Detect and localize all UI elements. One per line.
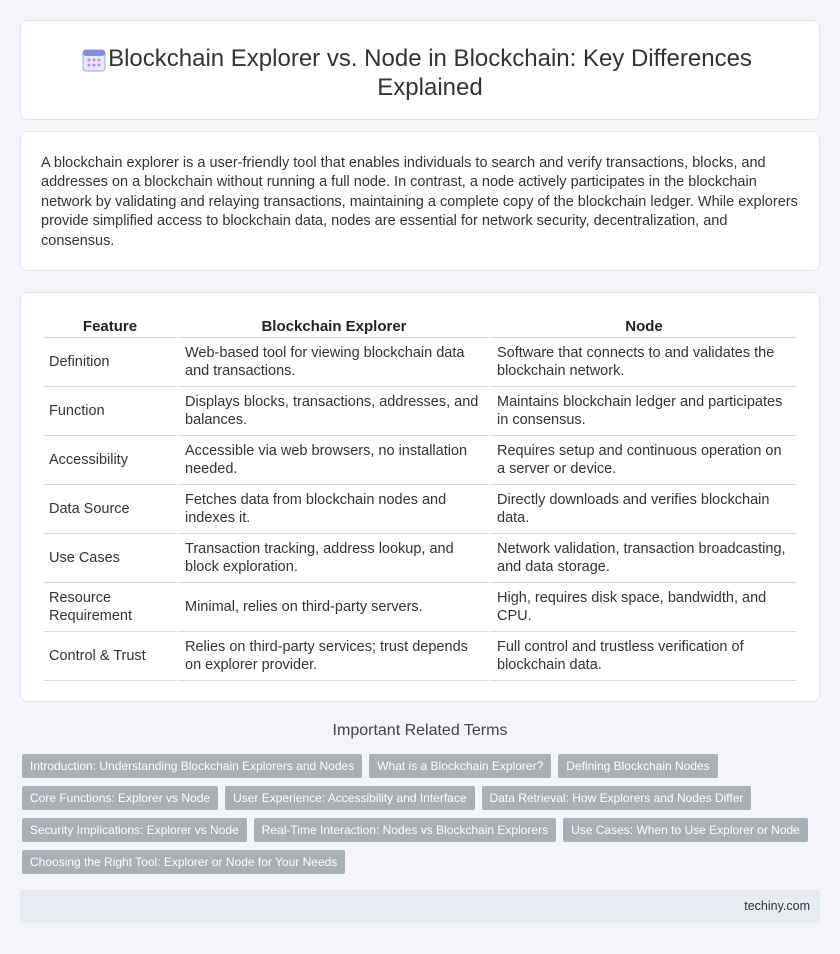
comparison-table <box>41 315 799 681</box>
related-term-tag[interactable]: Data Retrieval: How Explorers and Nodes Differ <box>482 786 752 810</box>
column-header-explorer: Blockchain Explorer <box>179 315 489 338</box>
related-terms-list <box>22 754 812 874</box>
node-cell: Full control and trustless verification of blockchain data. <box>491 632 797 681</box>
feature-cell: Resource Requirement <box>43 583 177 632</box>
site-name[interactable]: techiny.com <box>744 899 810 913</box>
related-term-tag[interactable]: Defining Blockchain Nodes <box>558 754 717 778</box>
table-header-row <box>43 315 797 338</box>
node-cell: Requires setup and continuous operation on a server or device. <box>491 436 797 485</box>
table-row <box>43 583 797 632</box>
feature-cell: Data Source <box>43 485 177 534</box>
page-title: Blockchain Explorer vs. Node in Blockchain: Key Differences Explained <box>108 45 752 101</box>
explorer-cell: Minimal, relies on third-party servers. <box>179 583 489 632</box>
comparison-card <box>20 292 820 702</box>
table-row <box>43 632 797 681</box>
explorer-cell: Accessible via web browsers, no installation needed. <box>179 436 489 485</box>
intro-paragraph: A blockchain explorer is a user-friendly tool that enables individuals to search and verify transactions, blocks, and addresses on a blockchain without running a full node. In contrast, a node actively participates in the blockchain network by validating and relaying transactions, maintaining a complete copy of the blockchain ledger. While explorers provide simplified access to blockchain data, nodes are essential for network security, decentralization, and consensus. <box>41 155 798 249</box>
feature-cell: Control & Trust <box>43 632 177 681</box>
footer-bar <box>20 890 820 923</box>
node-cell: Maintains blockchain ledger and participates in consensus. <box>491 387 797 436</box>
explorer-cell: Relies on third-party services; trust depends on explorer provider. <box>179 632 489 681</box>
header-card <box>20 20 820 120</box>
explorer-cell: Fetches data from blockchain nodes and indexes it. <box>179 485 489 534</box>
table-row <box>43 534 797 583</box>
related-term-tag[interactable]: Use Cases: When to Use Explorer or Node <box>563 818 808 842</box>
node-cell: Software that connects to and validates the blockchain network. <box>491 338 797 387</box>
explorer-cell: Transaction tracking, address lookup, and block exploration. <box>179 534 489 583</box>
node-cell: Network validation, transaction broadcasting, and data storage. <box>491 534 797 583</box>
related-term-tag[interactable]: Security Implications: Explorer vs Node <box>22 818 247 842</box>
feature-cell: Accessibility <box>43 436 177 485</box>
feature-cell: Use Cases <box>43 534 177 583</box>
related-term-tag[interactable]: What is a Blockchain Explorer? <box>369 754 551 778</box>
explorer-cell: Web-based tool for viewing blockchain data and transactions. <box>179 338 489 387</box>
explorer-cell: Displays blocks, transactions, addresses, and balances. <box>179 387 489 436</box>
related-term-tag[interactable]: Core Functions: Explorer vs Node <box>22 786 218 810</box>
intro-card <box>20 131 820 271</box>
node-cell: High, requires disk space, bandwidth, and CPU. <box>491 583 797 632</box>
feature-cell: Function <box>43 387 177 436</box>
table-row <box>43 387 797 436</box>
node-cell: Directly downloads and verifies blockchain data. <box>491 485 797 534</box>
related-term-tag[interactable]: Choosing the Right Tool: Explorer or Node for Your Needs <box>22 850 345 874</box>
table-row <box>43 485 797 534</box>
column-header-feature: Feature <box>43 315 177 338</box>
feature-cell: Definition <box>43 338 177 387</box>
column-header-node: Node <box>491 315 797 338</box>
related-term-tag[interactable]: User Experience: Accessibility and Interface <box>225 786 474 810</box>
related-term-tag[interactable]: Introduction: Understanding Blockchain Explorers and Nodes <box>22 754 362 778</box>
table-row <box>43 436 797 485</box>
table-row <box>43 338 797 387</box>
related-terms-heading: Important Related Terms <box>332 722 508 739</box>
related-term-tag[interactable]: Real-Time Interaction: Nodes vs Blockchain Explorers <box>254 818 556 842</box>
